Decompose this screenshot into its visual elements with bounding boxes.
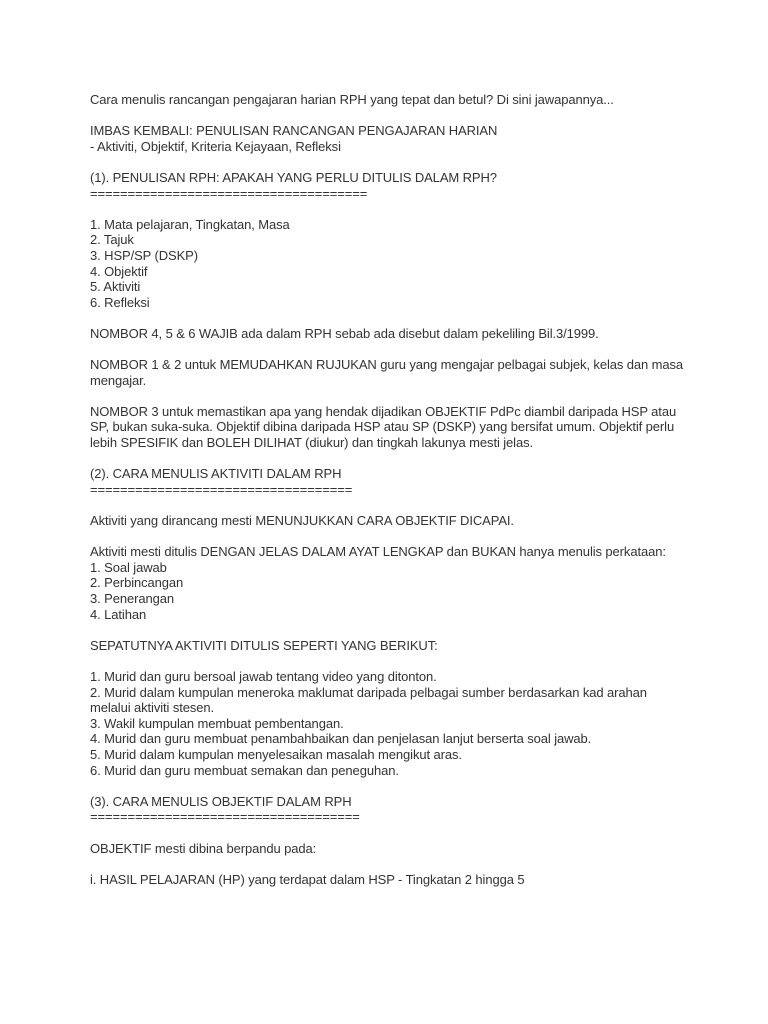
section2-para2-text: Aktiviti mesti ditulis DENGAN JELAS DALAM AYAT LENGKAP dan BUKAN hanya menulis perkataan: bbox=[90, 544, 666, 560]
section3-heading-block bbox=[90, 794, 690, 825]
list-item: 1. Murid dan guru bersoal jawab tentang video yang ditonton. bbox=[90, 668, 437, 684]
recap-subtitle: - Aktiviti, Objektif, Kriteria Kejayaan, Refleksi bbox=[90, 138, 341, 154]
section2-examples bbox=[90, 669, 690, 778]
document-page bbox=[90, 92, 690, 903]
list-item: 4. Murid dan guru membuat penambahbaikan dan penjelasan lanjut berserta soal jawab. bbox=[90, 731, 592, 747]
list-item: 4. Objektif bbox=[90, 263, 148, 279]
list-item: 2. Perbincangan bbox=[90, 575, 184, 591]
section1-list bbox=[90, 217, 690, 311]
section2-heading-block bbox=[90, 466, 690, 497]
list-item: 2. Murid dalam kumpulan meneroka maklumat daripada pelbagai sumber berdasarkan kad arahan melalui aktiviti stesen. bbox=[90, 684, 647, 716]
section1-rule: ===================================== bbox=[90, 185, 368, 201]
section2-para3 bbox=[90, 638, 690, 654]
section2-para1-text: Aktiviti yang dirancang mesti MENUNJUKKAN CARA OBJEKTIF DICAPAI. bbox=[90, 513, 514, 529]
intro-text: Cara menulis rancangan pengajaran harian RPH yang tepat dan betul? Di sini jawapannya... bbox=[90, 92, 614, 107]
note1-text: NOMBOR 4, 5 & 6 WAJIB ada dalam RPH sebab ada disebut dalam pekeliling Bil.3/1999. bbox=[90, 325, 599, 341]
section3-para2-text: i. HASIL PELAJARAN (HP) yang terdapat dalam HSP - Tingkatan 2 hingga 5 bbox=[90, 871, 525, 887]
list-item: 5. Aktiviti bbox=[90, 279, 141, 295]
section3-para2 bbox=[90, 872, 690, 888]
list-item: 6. Murid dan guru membuat semakan dan peneguhan. bbox=[90, 762, 399, 778]
list-item: 3. Wakil kumpulan membuat pembentangan. bbox=[90, 715, 344, 731]
note2-text: NOMBOR 1 & 2 untuk MEMUDAHKAN RUJUKAN guru yang mengajar pelbagai subjek, kelas dan masa mengajar. bbox=[90, 357, 684, 388]
list-item: 3. HSP/SP (DSKP) bbox=[90, 247, 198, 263]
list-item: 1. Mata pelajaran, Tingkatan, Masa bbox=[90, 216, 290, 232]
section1-heading: (1). PENULISAN RPH: APAKAH YANG PERLU DITULIS DALAM RPH? bbox=[90, 169, 497, 185]
section3-heading: (3). CARA MENULIS OBJEKTIF DALAM RPH bbox=[90, 793, 352, 809]
section2-rule: =================================== bbox=[90, 481, 353, 497]
recap-block bbox=[90, 123, 690, 154]
section3-rule: ==================================== bbox=[90, 809, 360, 825]
section1-note3 bbox=[90, 404, 690, 451]
note3-text: NOMBOR 3 untuk memastikan apa yang hendak dijadikan OBJEKTIF PdPc diambil daripada HSP atau SP, bukan suka-suka. Objektif dibina daripada HSP atau SP (DSKP) yang bersifat umum. Objektif perlu lebih SPESIFIK dan BOLEH DILIHAT (diukur) dan tingkah lakunya mesti jelas. bbox=[90, 403, 677, 451]
list-item: 3. Penerangan bbox=[90, 591, 174, 606]
intro-paragraph bbox=[90, 92, 690, 108]
list-item: 6. Refleksi bbox=[90, 294, 150, 310]
section3-para1 bbox=[90, 841, 690, 857]
list-item: 4. Latihan bbox=[90, 606, 147, 622]
section2-para2-block bbox=[90, 544, 690, 622]
section1-note1 bbox=[90, 326, 690, 342]
list-item: 1. Soal jawab bbox=[90, 559, 167, 575]
list-item: 2. Tajuk bbox=[90, 232, 134, 248]
section2-heading: (2). CARA MENULIS AKTIVITI DALAM RPH bbox=[90, 466, 342, 482]
recap-heading: IMBAS KEMBALI: PENULISAN RANCANGAN PENGAJARAN HARIAN bbox=[90, 123, 498, 139]
section3-para1-text: OBJEKTIF mesti dibina berpandu pada: bbox=[90, 840, 317, 856]
section2-para3-text: SEPATUTNYA AKTIVITI DITULIS SEPERTI YANG BERIKUT: bbox=[90, 637, 438, 653]
section2-para1 bbox=[90, 513, 690, 529]
section1-heading-block bbox=[90, 170, 690, 201]
section1-note2 bbox=[90, 357, 690, 388]
list-item: 5. Murid dalam kumpulan menyelesaikan masalah mengikut aras. bbox=[90, 746, 462, 762]
